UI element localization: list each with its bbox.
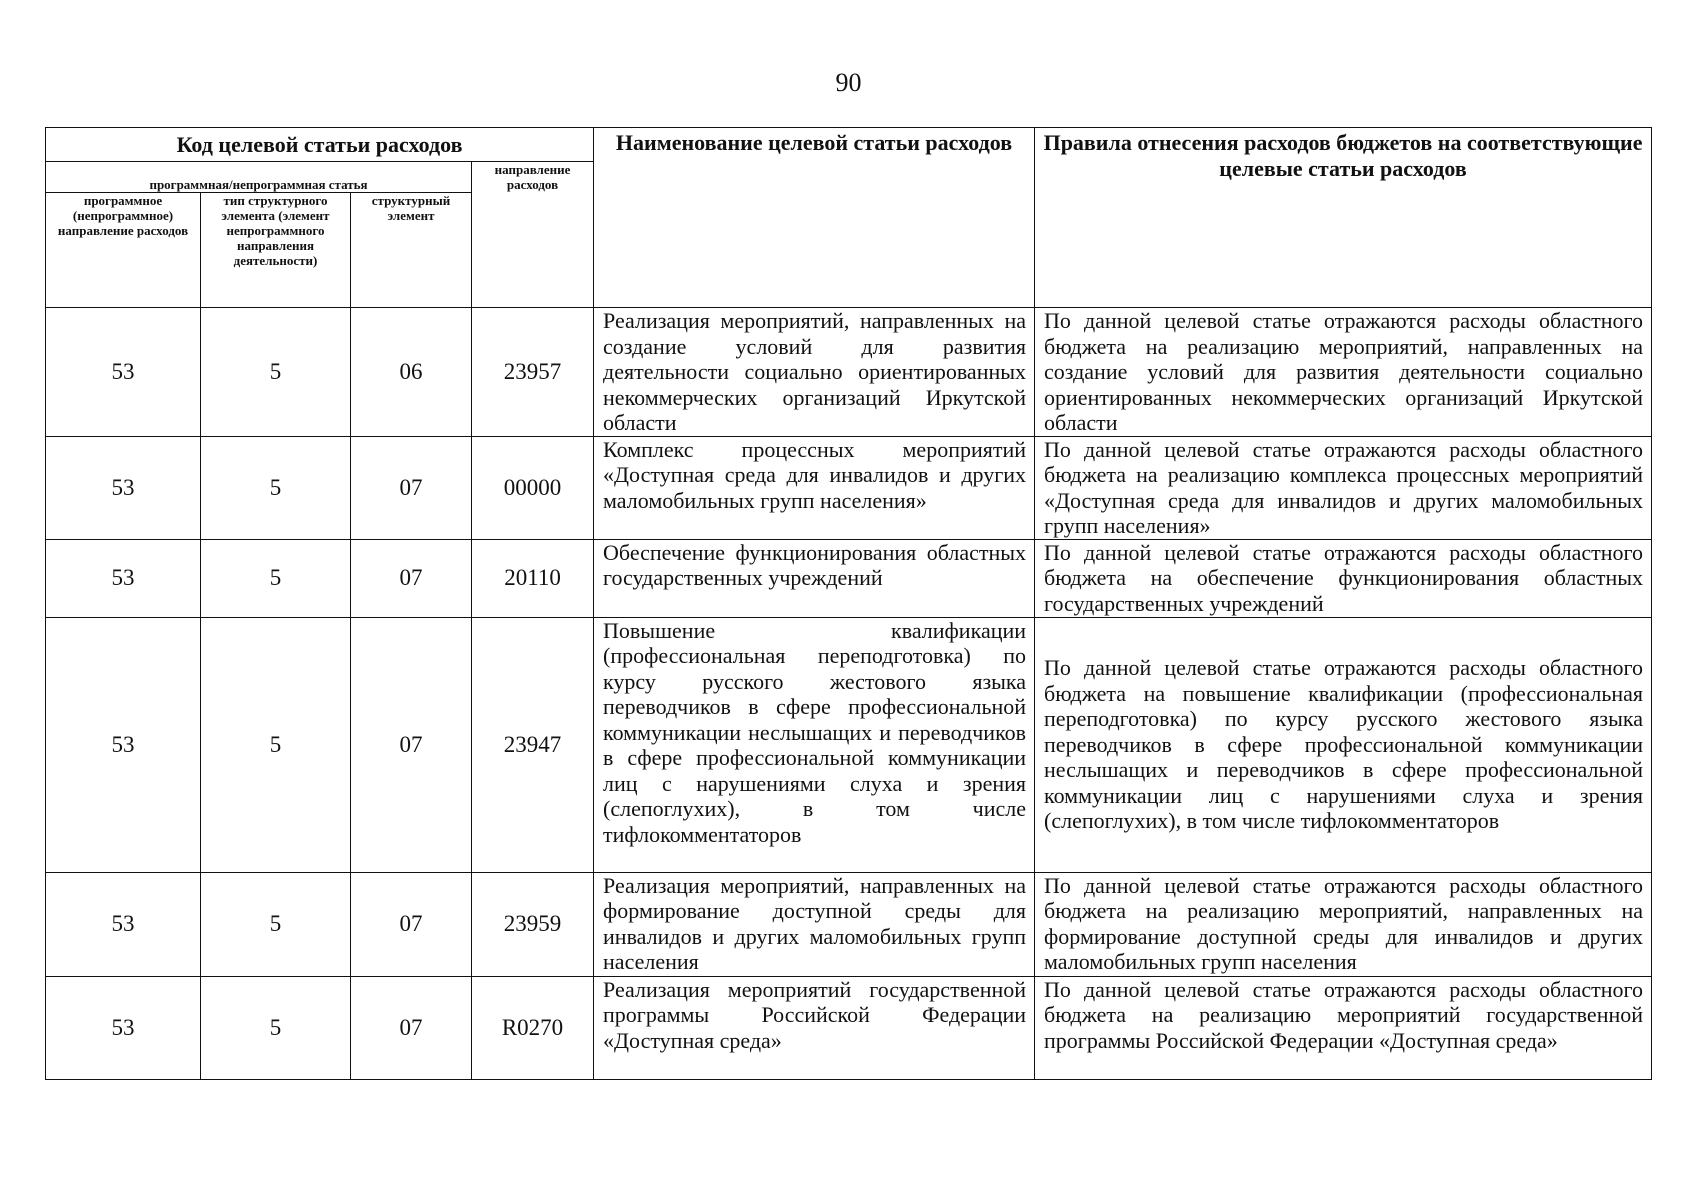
target-articles-table xyxy=(45,127,1652,1080)
cell-article-name: Реализация мероприятий, направленных на создание условий для развития деятельности социально ориентированных некоммерческих организаций Иркутской области xyxy=(594,308,1035,437)
cell-program-direction: 53 xyxy=(46,872,201,976)
table-row xyxy=(46,976,1652,1079)
cell-article-name: Реализация мероприятий государственной программы Российской Федерации «Доступная среда» xyxy=(594,976,1035,1079)
cell-program-direction: 53 xyxy=(46,976,201,1079)
cell-structural-element: 07 xyxy=(351,539,472,617)
cell-element-type: 5 xyxy=(201,872,351,976)
header-name-title: Наименование целевой статьи расходов xyxy=(594,128,1035,308)
cell-direction: 23959 xyxy=(472,872,594,976)
cell-article-name: Комплекс процессных мероприятий «Доступная среда для инвалидов и других маломобильных групп населения» xyxy=(594,436,1035,539)
cell-article-rule: По данной целевой статье отражаются расходы областного бюджета на реализацию комплекса процессных мероприятий «Доступная среда для инвалидов и других маломобильных групп населения» xyxy=(1035,436,1652,539)
table-row xyxy=(46,539,1652,617)
header-direction: направление расходов xyxy=(472,162,594,308)
table-row xyxy=(46,617,1652,872)
cell-element-type: 5 xyxy=(201,976,351,1079)
cell-element-type: 5 xyxy=(201,308,351,437)
cell-structural-element: 07 xyxy=(351,976,472,1079)
cell-article-rule: По данной целевой статье отражаются расходы областного бюджета на обеспечение функционирования областных государственных учреждений xyxy=(1035,539,1652,617)
header-program-direction: программное (непрограммное) направление расходов xyxy=(46,193,201,308)
cell-article-rule: По данной целевой статье отражаются расходы областного бюджета на повышение квалификации (профессиональная переподготовка) по курсу русского жестового языка переводчиков в сфере профессиональной коммуникации неслышащих и переводчиков в сфере профессиональной коммуникации лиц с нарушениями слуха и зрения (слепоглухих), в том числе тифлокомментаторов xyxy=(1035,617,1652,872)
cell-article-name: Повышение квалификации (профессиональная переподготовка) по курсу русского жестового языка переводчиков в сфере профессиональной коммуникации неслышащих и переводчиков в сфере профессиональной коммуникации лиц с нарушениями слуха и зрения (слепоглухих), в том числе тифлокомментаторов xyxy=(594,617,1035,872)
cell-article-rule: По данной целевой статье отражаются расходы областного бюджета на реализацию мероприятий, направленных на создание условий для развития деятельности социально ориентированных некоммерческих организаций Иркутской области xyxy=(1035,308,1652,437)
cell-program-direction: 53 xyxy=(46,436,201,539)
table-row xyxy=(46,436,1652,539)
header-rules-title: Правила отнесения расходов бюджетов на соответствующие целевые статьи расходов xyxy=(1035,128,1652,308)
cell-structural-element: 07 xyxy=(351,436,472,539)
cell-article-rule: По данной целевой статье отражаются расходы областного бюджета на реализацию мероприятий государственной программы Российской Федерации «Доступная среда» xyxy=(1035,976,1652,1079)
header-program-article: программная/непрограммная статья xyxy=(46,162,472,193)
header-structural-element: структурный элемент xyxy=(351,193,472,308)
cell-element-type: 5 xyxy=(201,539,351,617)
header-element-type: тип структурного элемента (элемент непрограммного направления деятельности) xyxy=(201,193,351,308)
cell-element-type: 5 xyxy=(201,617,351,872)
cell-article-name: Реализация мероприятий, направленных на формирование доступной среды для инвалидов и других маломобильных групп населения xyxy=(594,872,1035,976)
cell-direction: R0270 xyxy=(472,976,594,1079)
cell-article-name: Обеспечение функционирования областных государственных учреждений xyxy=(594,539,1035,617)
cell-structural-element: 07 xyxy=(351,872,472,976)
cell-element-type: 5 xyxy=(201,436,351,539)
cell-direction: 23947 xyxy=(472,617,594,872)
cell-program-direction: 53 xyxy=(46,539,201,617)
cell-program-direction: 53 xyxy=(46,308,201,437)
header-row-1 xyxy=(46,128,1652,162)
table-row xyxy=(46,308,1652,437)
cell-direction: 00000 xyxy=(472,436,594,539)
cell-program-direction: 53 xyxy=(46,617,201,872)
cell-structural-element: 07 xyxy=(351,617,472,872)
cell-direction: 20110 xyxy=(472,539,594,617)
table-row xyxy=(46,872,1652,976)
cell-structural-element: 06 xyxy=(351,308,472,437)
cell-direction: 23957 xyxy=(472,308,594,437)
cell-article-rule: По данной целевой статье отражаются расходы областного бюджета на реализацию мероприятий, направленных на формирование доступной среды для инвалидов и других маломобильных групп населения xyxy=(1035,872,1652,976)
header-code-title: Код целевой статьи расходов xyxy=(46,128,594,162)
page-number: 90 xyxy=(835,68,862,97)
